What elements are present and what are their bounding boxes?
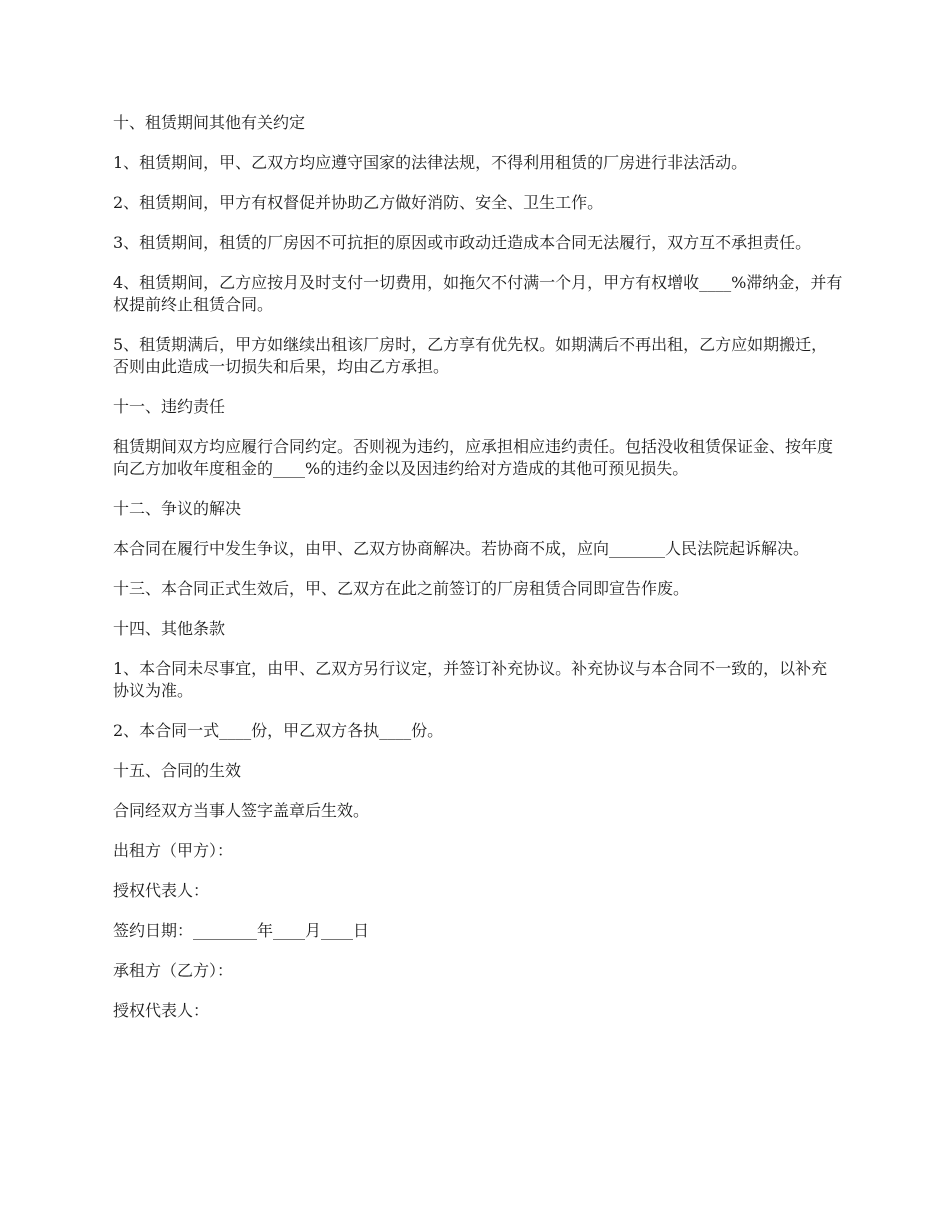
clause-11-body: 租赁期间双方均应履行合同约定。否则视为违约，应承担相应违约责任。包括没收租赁保证金、按年度向乙方加收年度租金的____%的违约金以及因违约给对方造成的其他可预见损失。 — [113, 437, 834, 478]
signing-date-label: 签约日期：________年____月____日 — [113, 921, 370, 940]
section-heading-14: 十四、其他条款 — [113, 619, 226, 638]
document-body — [113, 112, 843, 1040]
clause-10-3: 3、租赁期间，租赁的厂房因不可抗拒的原因或市政动迁造成本合同无法履行，双方互不承担责任。 — [113, 233, 812, 252]
clause-14-1: 1、本合同未尽事宜，由甲、乙双方另行议定，并签订补充协议。补充协议与本合同不一致的，以补充协议为准。 — [113, 659, 828, 700]
section-heading-15: 十五、合同的生效 — [113, 761, 242, 780]
clause-10-5: 5、租赁期满后，甲方如继续出租该厂房时，乙方享有优先权。如期满后不再出租，乙方应如期搬迁，否则由此造成一切损失和后果，均由乙方承担。 — [113, 335, 828, 376]
clause-10-4: 4、租赁期间，乙方应按月及时支付一切费用，如拖欠不付满一个月，甲方有权增收____%滞纳金，并有权提前终止租赁合同。 — [113, 273, 843, 314]
section-heading-12: 十二、争议的解决 — [113, 499, 242, 518]
clause-15-body: 合同经双方当事人签字盖章后生效。 — [113, 801, 370, 820]
clause-10-1: 1、租赁期间，甲、乙双方均应遵守国家的法律法规，不得利用租赁的厂房进行非法活动。 — [113, 153, 748, 172]
section-heading-11: 十一、违约责任 — [113, 397, 226, 416]
clause-12-body: 本合同在履行中发生争议，由甲、乙双方协商解决。若协商不成，应向_______人民法院起诉解决。 — [113, 539, 810, 558]
clause-10-2: 2、租赁期间，甲方有权督促并协助乙方做好消防、安全、卫生工作。 — [113, 193, 604, 212]
lessee-label: 承租方（乙方）： — [113, 961, 234, 980]
section-heading-13: 十三、本合同正式生效后，甲、乙双方在此之前签订的厂房租赁合同即宣告作废。 — [113, 579, 690, 598]
lessor-representative-label: 授权代表人： — [113, 881, 210, 900]
lessor-label: 出租方（甲方）： — [113, 841, 234, 860]
clause-14-2: 2、本合同一式____份，甲乙双方各执____份。 — [113, 721, 444, 740]
section-heading-10: 十、租赁期间其他有关约定 — [113, 113, 306, 132]
lessee-representative-label: 授权代表人： — [113, 1001, 210, 1020]
